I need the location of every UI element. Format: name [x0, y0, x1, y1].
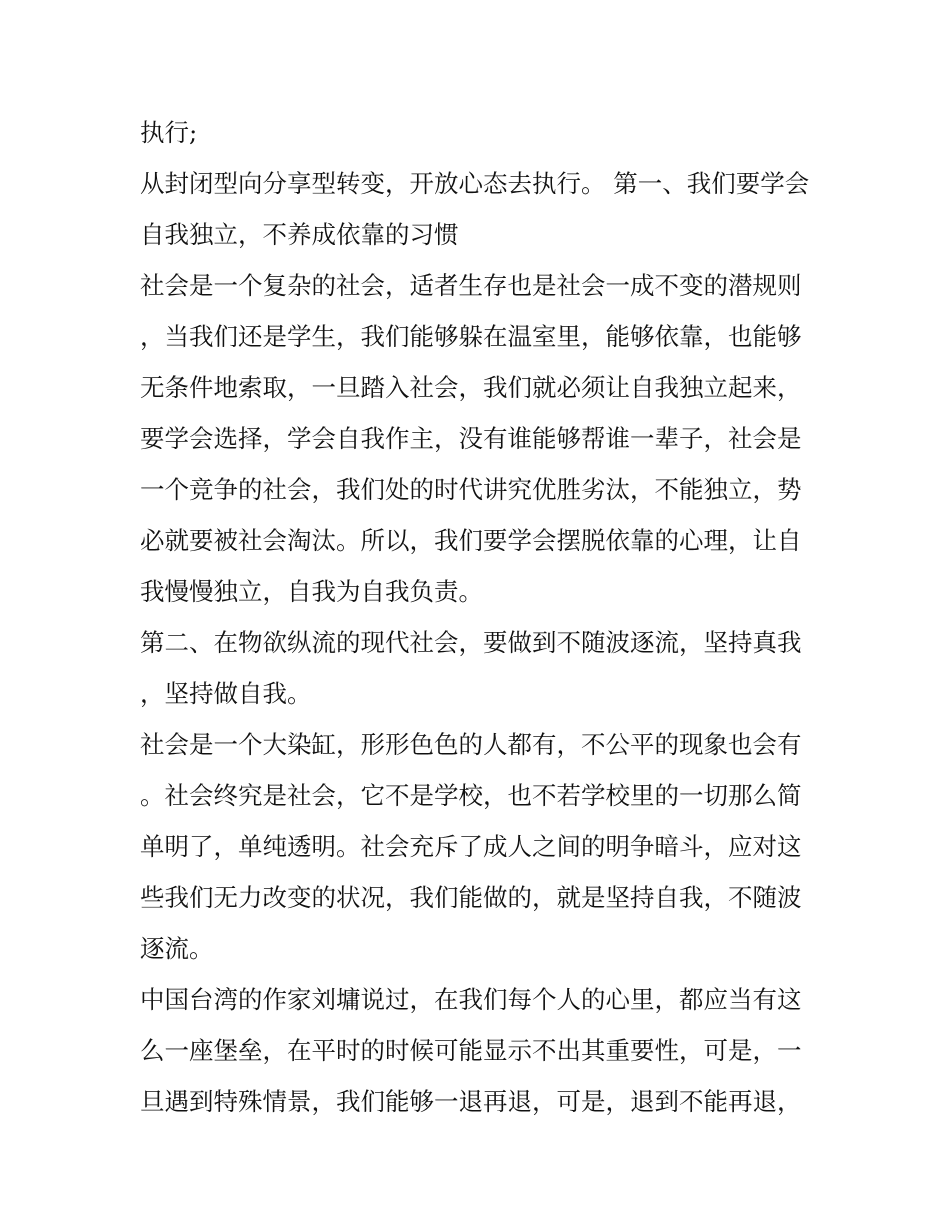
paragraph: 社会是一个复杂的社会，适者生存也是社会一成不变的潜规则，当我们还是学生，我们能够躲在温室里，能够依靠，也能够无条件地索取，一旦踏入社会，我们就必须让自我独立起来，要学会选择，学会自我作主，没有谁能够帮谁一辈子，社会是一个竞争的社会，我们处的时代讲究优胜劣汰，不能独立，势必就要被社会淘汰。所以，我们要学会摆脱依靠的心理，让自我慢慢独立，自我为自我负责。 [140, 271, 802, 606]
paragraph: 执行; [140, 118, 198, 147]
paragraph: 社会是一个大染缸，形形色色的人都有，不公平的现象也会有。社会终究是社会，它不是学校，也不若学校里的一切那么简单明了，单纯透明。社会充斥了成人之间的明争暗斗，应对这些我们无力改变的状况，我们能做的，就是坚持自我，不随波逐流。 [140, 730, 802, 963]
document-body [140, 107, 820, 1127]
paragraph: 第二、在物欲纵流的现代社会，要做到不随波逐流，坚持真我，坚持做自我。 [140, 628, 802, 708]
paragraph: 从封闭型向分享型转变，开放心态去执行。 第一、我们要学会自我独立，不养成依靠的习惯 [140, 169, 810, 249]
paragraph: 中国台湾的作家刘墉说过，在我们每个人的心里，都应当有这么一座堡垒，在平时的时候可能显示不出其重要性，可是，一旦遇到特殊情景，我们能够一退再退，可是，退到不能再退， [140, 985, 802, 1116]
